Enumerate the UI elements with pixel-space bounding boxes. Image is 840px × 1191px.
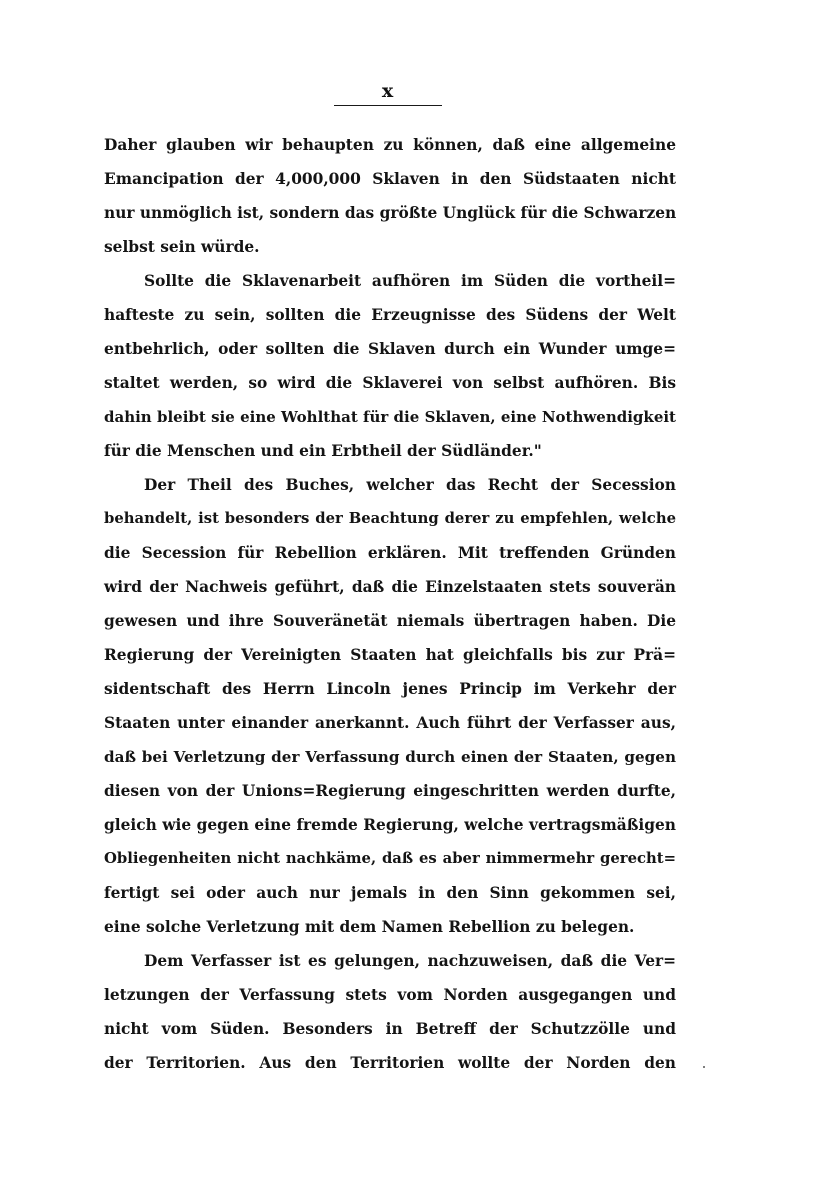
- text-line: daß bei Verletzung der Verfassung durch einen der Staaten, gegen: [104, 748, 676, 766]
- text-line: wird der Nachweis geführt, daß die Einzelstaaten stets souverän: [104, 578, 676, 596]
- text-line: der Territorien. Aus den Territorien wollte der Norden den: [104, 1054, 676, 1072]
- text-line: Staaten unter einander anerkannt. Auch führt der Verfasser aus,: [104, 714, 676, 732]
- text-line: nur unmöglich ist, sondern das größte Unglück für die Schwarzen: [104, 204, 677, 222]
- text-line: Regierung der Vereinigten Staaten hat gleichfalls bis zur Prä=: [104, 646, 676, 664]
- text-line: dahin bleibt sie eine Wohlthat für die Sklaven, eine Nothwendigkeit: [104, 408, 676, 426]
- text-line: gleich wie gegen eine fremde Regierung, welche vertragsmäßigen: [104, 816, 676, 834]
- text-line: gewesen und ihre Souveränetät niemals übertragen haben. Die: [104, 612, 676, 630]
- text-line: diesen von der Unions=Regierung eingeschritten werden durfte,: [104, 782, 676, 800]
- text-line: behandelt, ist besonders der Beachtung derer zu empfehlen, welche: [104, 510, 676, 527]
- text-line: für die Menschen und ein Erbtheil der Südländer.": [104, 442, 542, 460]
- text-line: eine solche Verletzung mit dem Namen Rebellion zu belegen.: [104, 918, 635, 936]
- text-line: staltet werden, so wird die Sklaverei von selbst aufhören. Bis: [104, 374, 676, 392]
- text-line: Der Theil des Buches, welcher das Recht der Secession: [144, 476, 676, 494]
- text-line: letzungen der Verfassung stets vom Norden ausgegangen und: [104, 986, 676, 1004]
- page-header: [334, 80, 442, 102]
- text-line: Emancipation der 4,000,000 Sklaven in den Südstaaten nicht: [104, 170, 676, 188]
- ink-speck: [703, 1066, 705, 1068]
- page-number: x: [381, 80, 395, 102]
- text-line: Obliegenheiten nicht nachkäme, daß es aber nimmermehr gerecht=: [104, 850, 676, 867]
- text-line: entbehrlich, oder sollten die Sklaven durch ein Wunder umge=: [104, 340, 676, 358]
- text-line: Daher glauben wir behaupten zu können, daß eine allgemeine: [104, 136, 676, 154]
- text-line: sidentschaft des Herrn Lincoln jenes Princip im Verkehr der: [104, 680, 676, 698]
- text-line: die Secession für Rebellion erklären. Mit treffenden Gründen: [104, 544, 676, 562]
- body-text: [104, 128, 676, 1080]
- text-line: selbst sein würde.: [104, 238, 260, 256]
- header-rule: [334, 105, 442, 106]
- text-line: Sollte die Sklavenarbeit aufhören im Süden die vortheil=: [144, 272, 676, 290]
- text-line: nicht vom Süden. Besonders in Betreff der Schutzzölle und: [104, 1020, 676, 1038]
- text-line: Dem Verfasser ist es gelungen, nachzuweisen, daß die Ver=: [144, 952, 676, 970]
- text-line: fertigt sei oder auch nur jemals in den Sinn gekommen sei,: [104, 884, 676, 902]
- text-line: hafteste zu sein, sollten die Erzeugnisse des Südens der Welt: [104, 306, 676, 324]
